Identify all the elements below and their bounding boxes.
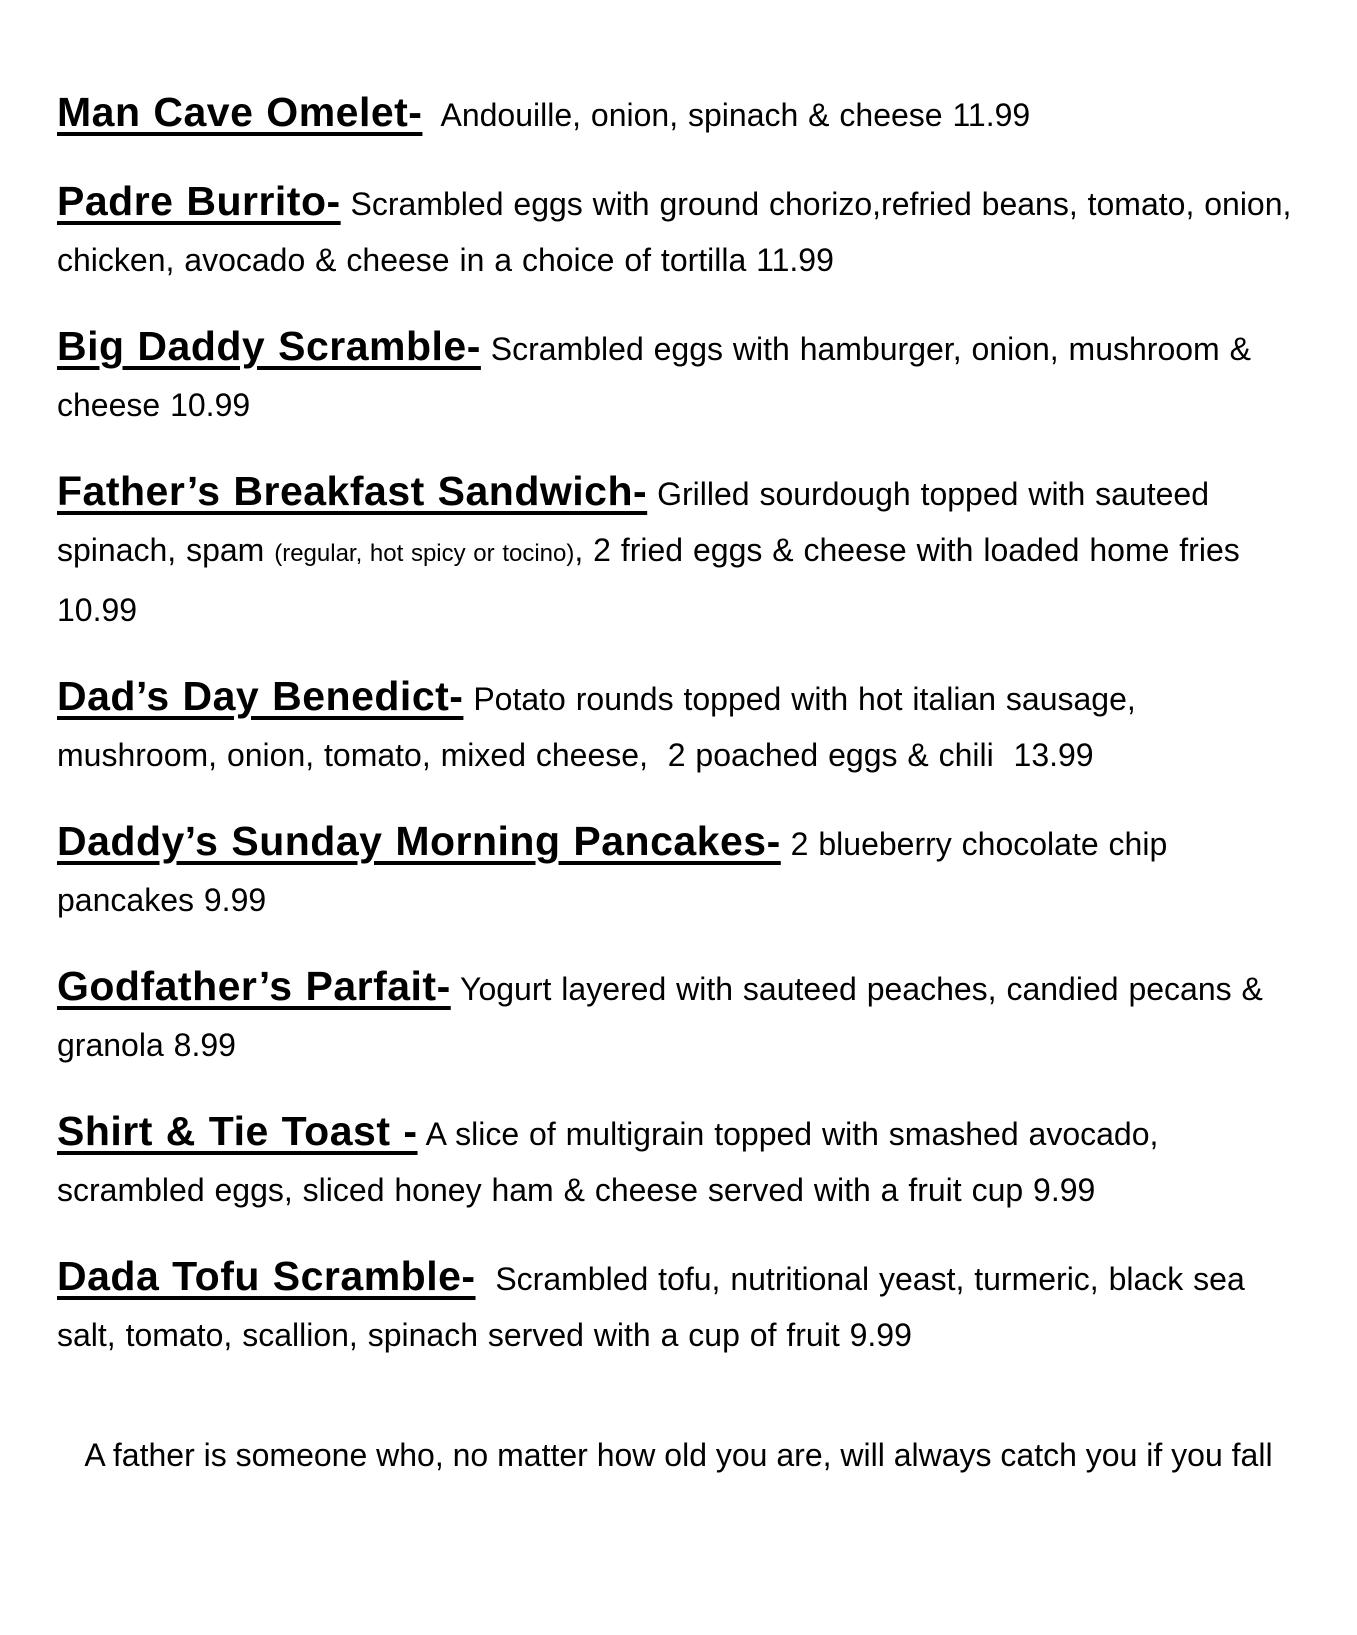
menu-item [57, 318, 1300, 433]
menu-item [57, 1248, 1300, 1363]
menu-item-name: Daddy’s Sunday Morning Pancakes- [57, 818, 781, 864]
menu-item [57, 813, 1300, 928]
menu-item-name: Padre Burrito- [57, 178, 341, 224]
menu-item-name: Big Daddy Scramble- [57, 323, 481, 369]
description-segment: A slice of multigrain topped with smashed avocado, scrambled eggs, sliced honey ham & cheese served with a fruit cup 9.99 [57, 1116, 1169, 1208]
footer-quote: A father is someone who, no matter how old you are, will always catch you if you fall [84, 1437, 1273, 1473]
menu-item-name: Shirt & Tie Toast - [57, 1108, 418, 1154]
menu-item-name: Father’s Breakfast Sandwich- [57, 468, 648, 514]
menu-item [57, 173, 1300, 288]
description-segment: Scrambled tofu, nutritional yeast, turmeric, black sea salt, tomato, scallion, spinach served with a cup of fruit 9.99 [57, 1261, 1255, 1353]
description-segment: Scrambled eggs with hamburger, onion, mushroom & cheese 10.99 [57, 331, 1261, 423]
menu-item [57, 958, 1300, 1073]
menu-item-name: Dad’s Day Benedict- [57, 673, 464, 719]
menu-item [57, 1103, 1300, 1218]
description-segment: 2 blueberry chocolate chip pancakes 9.99 [57, 826, 1178, 918]
description-segment: Yogurt layered with sauteed peaches, candied pecans & granola 8.99 [57, 971, 1273, 1063]
menu-item-description [422, 97, 1030, 133]
menu-item-name: Dada Tofu Scramble- [57, 1253, 476, 1299]
menu-item [57, 668, 1300, 783]
description-segment: Potato rounds topped with hot italian sausage, mushroom, onion, tomato, mixed cheese, 2 poached eggs & chili 13.99 [57, 681, 1146, 773]
menu-item [57, 84, 1300, 143]
menu-item-name: Man Cave Omelet- [57, 89, 423, 135]
description-segment: Andouille, onion, spinach & cheese 11.99 [422, 97, 1031, 133]
menu-list [57, 84, 1300, 1363]
menu-item [57, 463, 1300, 638]
description-segment: Grilled sourdough topped with sauteed spinach, spam [57, 476, 1219, 568]
description-segment: (regular, hot spicy or tocino) [274, 540, 575, 567]
description-segment: , 2 fried eggs & cheese with loaded home fries 10.99 [57, 532, 1250, 628]
menu-item-name: Godfather’s Parfait- [57, 963, 451, 1009]
description-segment: Scrambled eggs with ground chorizo,refried beans, tomato, onion, chicken, avocado & cheese in a choice of tortilla 11.99 [57, 186, 1302, 278]
